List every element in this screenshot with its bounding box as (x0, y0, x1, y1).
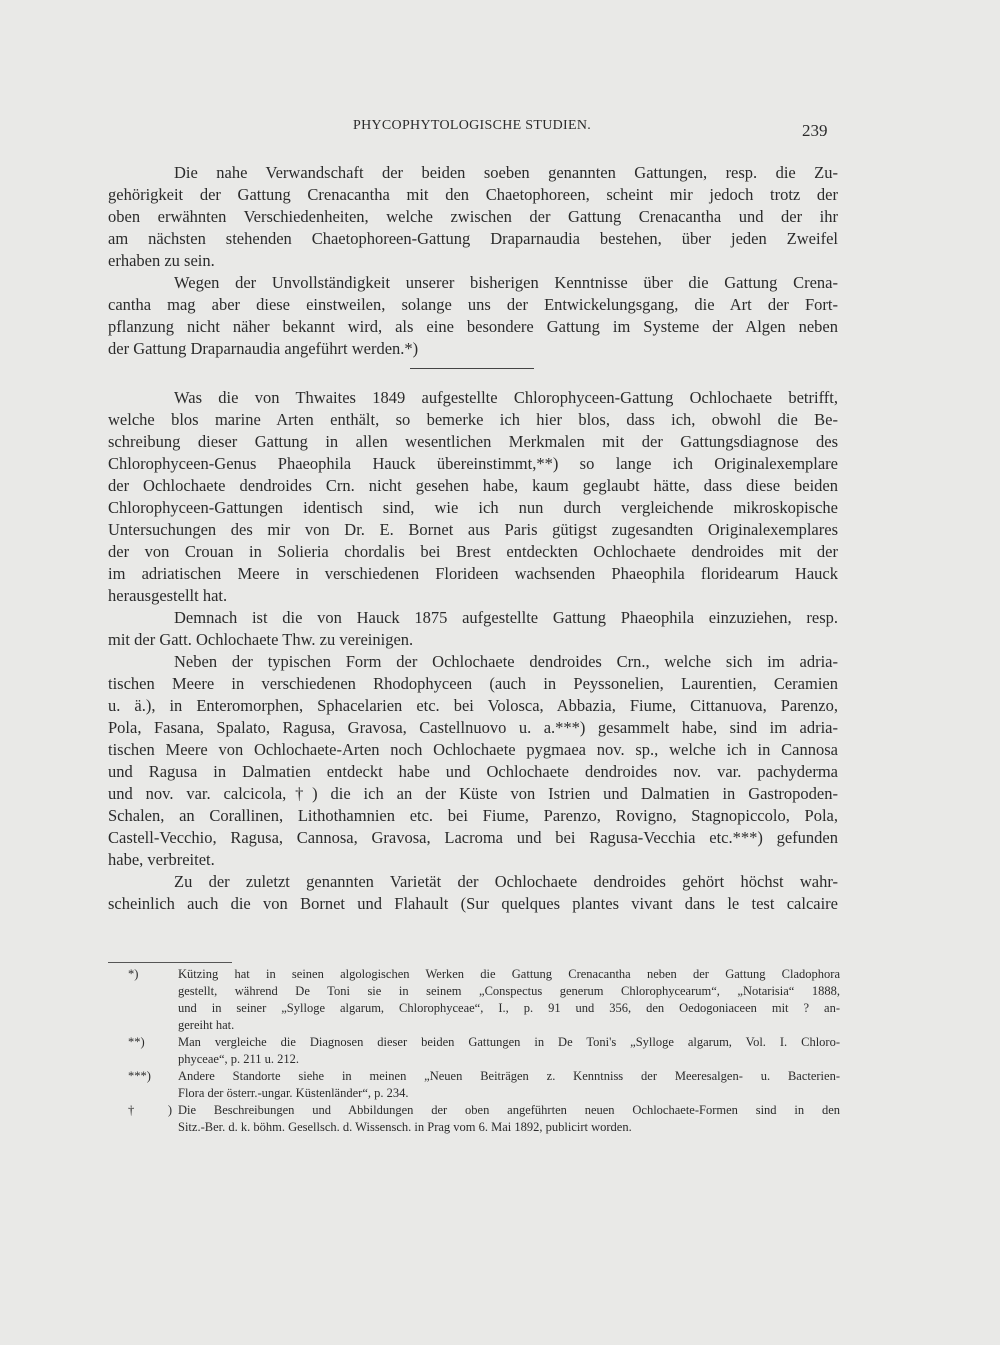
text-line: habe, verbreitet. (108, 850, 215, 869)
footnote (128, 1034, 840, 1068)
text-line: u. ä.), in Enteromorphen, Sphacelarien etc. bei Volosca, Abbazia, Fiume, Cittanuova, Parenzo, (108, 696, 838, 715)
text-line: Wegen der Unvollständigkeit unserer bisherigen Kenntnisse über die Gattung Crena- (174, 273, 838, 292)
text-line: Die nahe Verwandschaft der beiden soeben genannten Gattungen, resp. die Zu- (174, 163, 838, 182)
text-line: der Ochlochaete dendroides Crn. nicht gesehen habe, kaum geglaubt hätte, dass diese beiden (108, 476, 838, 495)
text-line: cantha mag aber diese einstweilen, solange uns der Entwickelungsgang, die Art der Fort- (108, 295, 838, 314)
text-line: und nov. var. calcicola,†) die ich an der Küste von Istrien und Dalmatien in Gastropoden- (108, 784, 838, 803)
page-number: 239 (802, 121, 828, 140)
footnote-text: Kützing hat in seinen algologischen Werken die Gattung Crenacantha neben der Gattung Cladophora (178, 967, 840, 981)
footnote-divider (108, 962, 232, 963)
text-line: herausgestellt hat. (108, 586, 228, 605)
text-line: welche blos marine Arten enthält, so bemerke ich hier blos, dass ich, obwohl die Be- (108, 410, 838, 429)
footnote-text: gereiht hat. (178, 1018, 235, 1032)
text-line: Castell-Vecchio, Ragusa, Cannosa, Gravosa, Lacroma und bei Ragusa-Vecchia etc.***) gefunden (108, 828, 838, 847)
section-divider (410, 368, 534, 369)
paragraph-6 (108, 871, 838, 915)
text-line: im adriatischen Meere in verschiedenen Florideen wachsenden Phaeophila floridearum Hauck (108, 564, 838, 583)
footnote-text: phyceae“, p. 211 u. 212. (178, 1052, 300, 1066)
footnote-text: Andere Standorte siehe in meinen „Neuen Beiträgen z. Kenntniss der Meeresalgen- u. Bacterien- (178, 1069, 840, 1083)
text-line: erhaben zu sein. (108, 251, 215, 270)
text-line: der Gattung Draparnaudia angeführt werden.*) (108, 339, 419, 358)
text-line: Chlorophyceen-Gattungen identisch sind, wie ich nun durch vergleichende mikroskopische (108, 498, 838, 517)
text-line: Chlorophyceen-Genus Phaeophila Hauck übereinstimmt,**) so lange ich Originalexemplare (108, 454, 838, 473)
text-line: tischen Meere in verschiedenen Rhodophyceen (auch in Peyssonelien, Laurentien, Ceramien (108, 674, 838, 693)
paragraph-5 (108, 651, 838, 871)
text-line: Pola, Fasana, Spalato, Ragusa, Gravosa, Castellnuovo u. a.***) gesammelt habe, sind im adria- (108, 718, 838, 737)
footnotes (128, 966, 840, 1136)
paragraph-1 (108, 162, 838, 272)
text-line: gehörigkeit der Gattung Crenacantha mit den Chaetophoreen, scheint mir jedoch trotz der (108, 185, 838, 204)
footnote (128, 1102, 840, 1136)
footnote (128, 966, 840, 1034)
footnote-text: gestellt, während De Toni sie in seinem „Conspectus generum Chlorophycearum“, „Notarisia“ 1888, (178, 984, 840, 998)
text-line: Was die von Thwaites 1849 aufgestellte Chlorophyceen-Gattung Ochlochaete betrifft, (174, 388, 838, 407)
running-title: PHYCOPHYTOLOGISCHE STUDIEN. (353, 118, 592, 133)
text-line: der von Crouan in Solieria chordalis bei Brest entdeckten Ochlochaete dendroides mit der (108, 542, 838, 561)
text-line: Demnach ist die von Hauck 1875 aufgestellte Gattung Phaeophila einzuziehen, resp. (174, 608, 838, 627)
text-line: und Ragusa in Dalmatien entdeckt habe und Ochlochaete dendroides nov. var. pachyderma (108, 762, 838, 781)
paragraph-3 (108, 387, 838, 607)
footnote-marker: **) (128, 1035, 145, 1049)
text-line: pflanzung nicht näher bekannt wird, als eine besondere Gattung im Systeme der Algen neben (108, 317, 838, 336)
footnote-marker: †) (128, 1103, 172, 1117)
text-line: mit der Gatt. Ochlochaete Thw. zu vereinigen. (108, 630, 414, 649)
text-line: Schalen, an Corallinen, Lithothamnien etc. bei Fiume, Parenzo, Rovigno, Stagnopiccolo, Pola, (108, 806, 838, 825)
text-line: scheinlich auch die von Bornet und Flahault (Sur quelques plantes vivant dans le test calcaire (108, 894, 838, 913)
paragraph-4 (108, 607, 838, 651)
footnote (128, 1068, 840, 1102)
footnote-marker: *) (128, 967, 139, 981)
footnote-text: und in seiner „Sylloge algarum, Chlorophyceae“, I., p. 91 und 356, den Oedogoniaceen mit ? an- (178, 1001, 840, 1015)
footnote-text: Flora der österr.-ungar. Küstenländer“, p. 234. (178, 1086, 409, 1100)
text-line: Zu der zuletzt genannten Varietät der Ochlochaete dendroides gehört höchst wahr- (174, 872, 838, 891)
footnote-text: Sitz.-Ber. d. k. böhm. Gesellsch. d. Wissensch. in Prag vom 6. Mai 1892, publicirt worden. (178, 1120, 632, 1134)
text-line: Neben der typischen Form der Ochlochaete dendroides Crn., welche sich im adria- (174, 652, 838, 671)
text-line: Untersuchungen des mir von Dr. E. Bornet aus Paris gütigst zugesandten Originalexemplares (108, 520, 838, 539)
footnote-text: Die Beschreibungen und Abbildungen der oben angeführten neuen Ochlochaete-Formen sind in den (178, 1103, 840, 1117)
footnote-marker: ***) (128, 1069, 151, 1083)
main-text (108, 162, 838, 915)
text-line: tischen Meere von Ochlochaete-Arten noch Ochlochaete pygmaea nov. sp., welche ich in Cannosa (108, 740, 838, 759)
paragraph-2 (108, 272, 838, 360)
text-line: am nächsten stehenden Chaetophoreen-Gattung Draparnaudia bestehen, über jeden Zweifel (108, 229, 838, 248)
text-line: schreibung dieser Gattung in allen wesentlichen Merkmalen mit der Gattungsdiagnose des (108, 432, 838, 451)
text-line: oben erwähnten Verschiedenheiten, welche zwischen der Gattung Crenacantha und der ihr (108, 207, 838, 226)
footnote-text: Man vergleiche die Diagnosen dieser beiden Gattungen in De Toni's „Sylloge algarum, Vol. I. Chloro- (178, 1035, 840, 1049)
